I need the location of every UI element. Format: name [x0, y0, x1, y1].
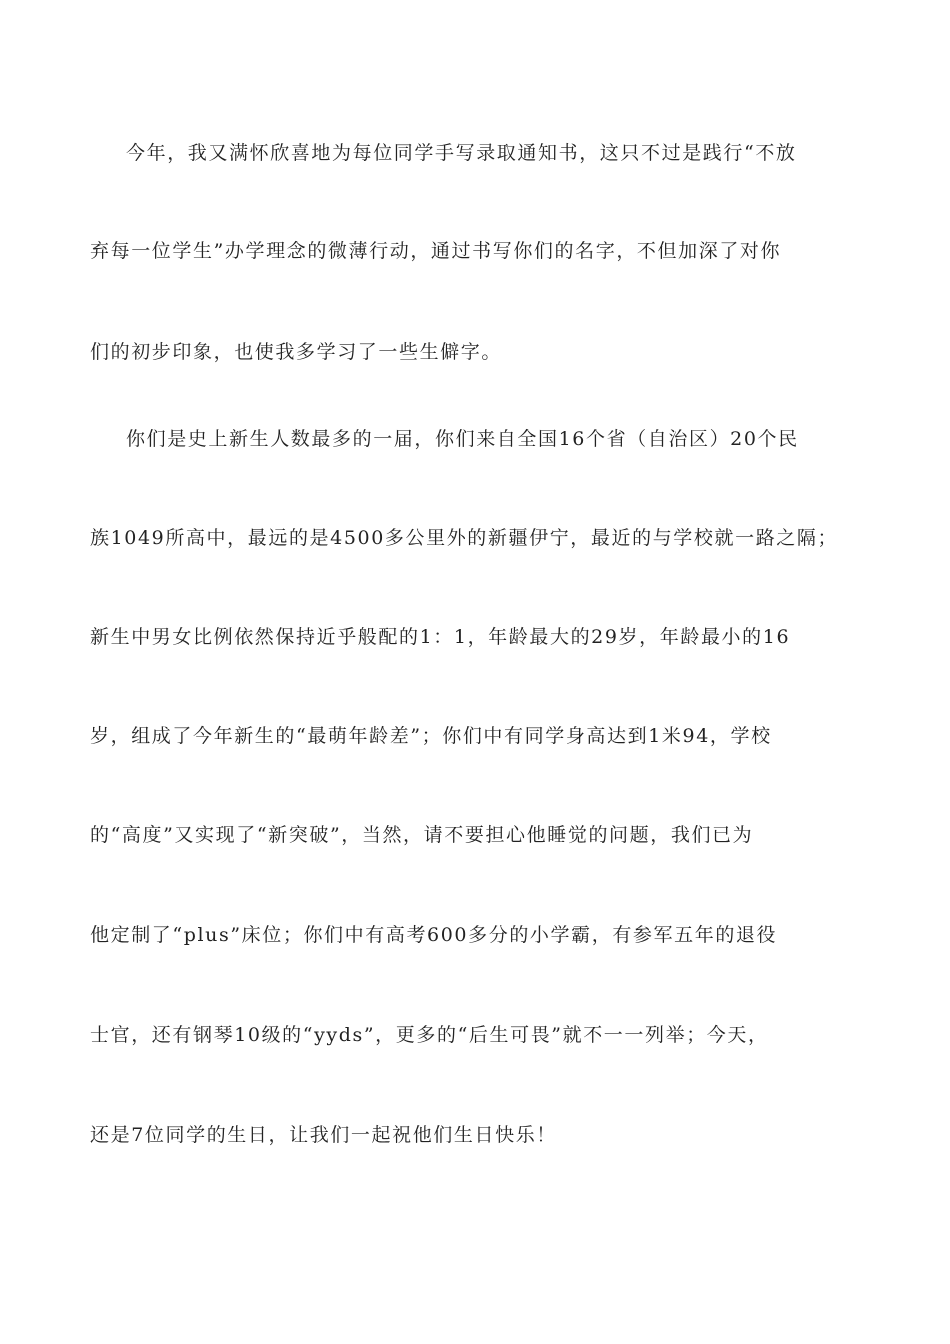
paragraph-2-line-5: 的“高度”又实现了“新突破”，当然，请不要担心他睡觉的问题，我们已为 — [90, 824, 754, 846]
paragraph-2-line-2: 族1049所高中，最远的是4500多公里外的新疆伊宁，最近的与学校就一路之隔； — [90, 527, 839, 549]
paragraph-2-line-3: 新生中男女比例依然保持近乎般配的1：1，年龄最大的29岁，年龄最小的16 — [90, 626, 791, 648]
paragraph-2-line-4: 岁，组成了今年新生的“最萌年龄差”；你们中有同学身高达到1米94，学校 — [90, 725, 772, 747]
paragraph-2-line-8: 还是7位同学的生日，让我们一起祝他们生日快乐！ — [90, 1124, 557, 1146]
paragraph-2-line-1: 你们是史上新生人数最多的一届，你们来自全国16个省（自治区）20个民 — [126, 428, 799, 450]
paragraph-2-line-7: 士官，还有钢琴10级的“yyds”，更多的“后生可畏”就不一一列举；今天， — [90, 1024, 769, 1046]
paragraph-1-line-3: 们的初步印象，也使我多学习了一些生僻字。 — [90, 341, 503, 363]
paragraph-1-line-2: 弃每一位学生”办学理念的微薄行动，通过书写你们的名字，不但加深了对你 — [90, 240, 782, 262]
paragraph-1-line-1: 今年，我又满怀欣喜地为每位同学手写录取通知书，这只不过是践行“不放 — [126, 142, 797, 164]
paragraph-2-line-6: 他定制了“plus”床位；你们中有高考600多分的小学霸，有参军五年的退役 — [90, 924, 778, 946]
